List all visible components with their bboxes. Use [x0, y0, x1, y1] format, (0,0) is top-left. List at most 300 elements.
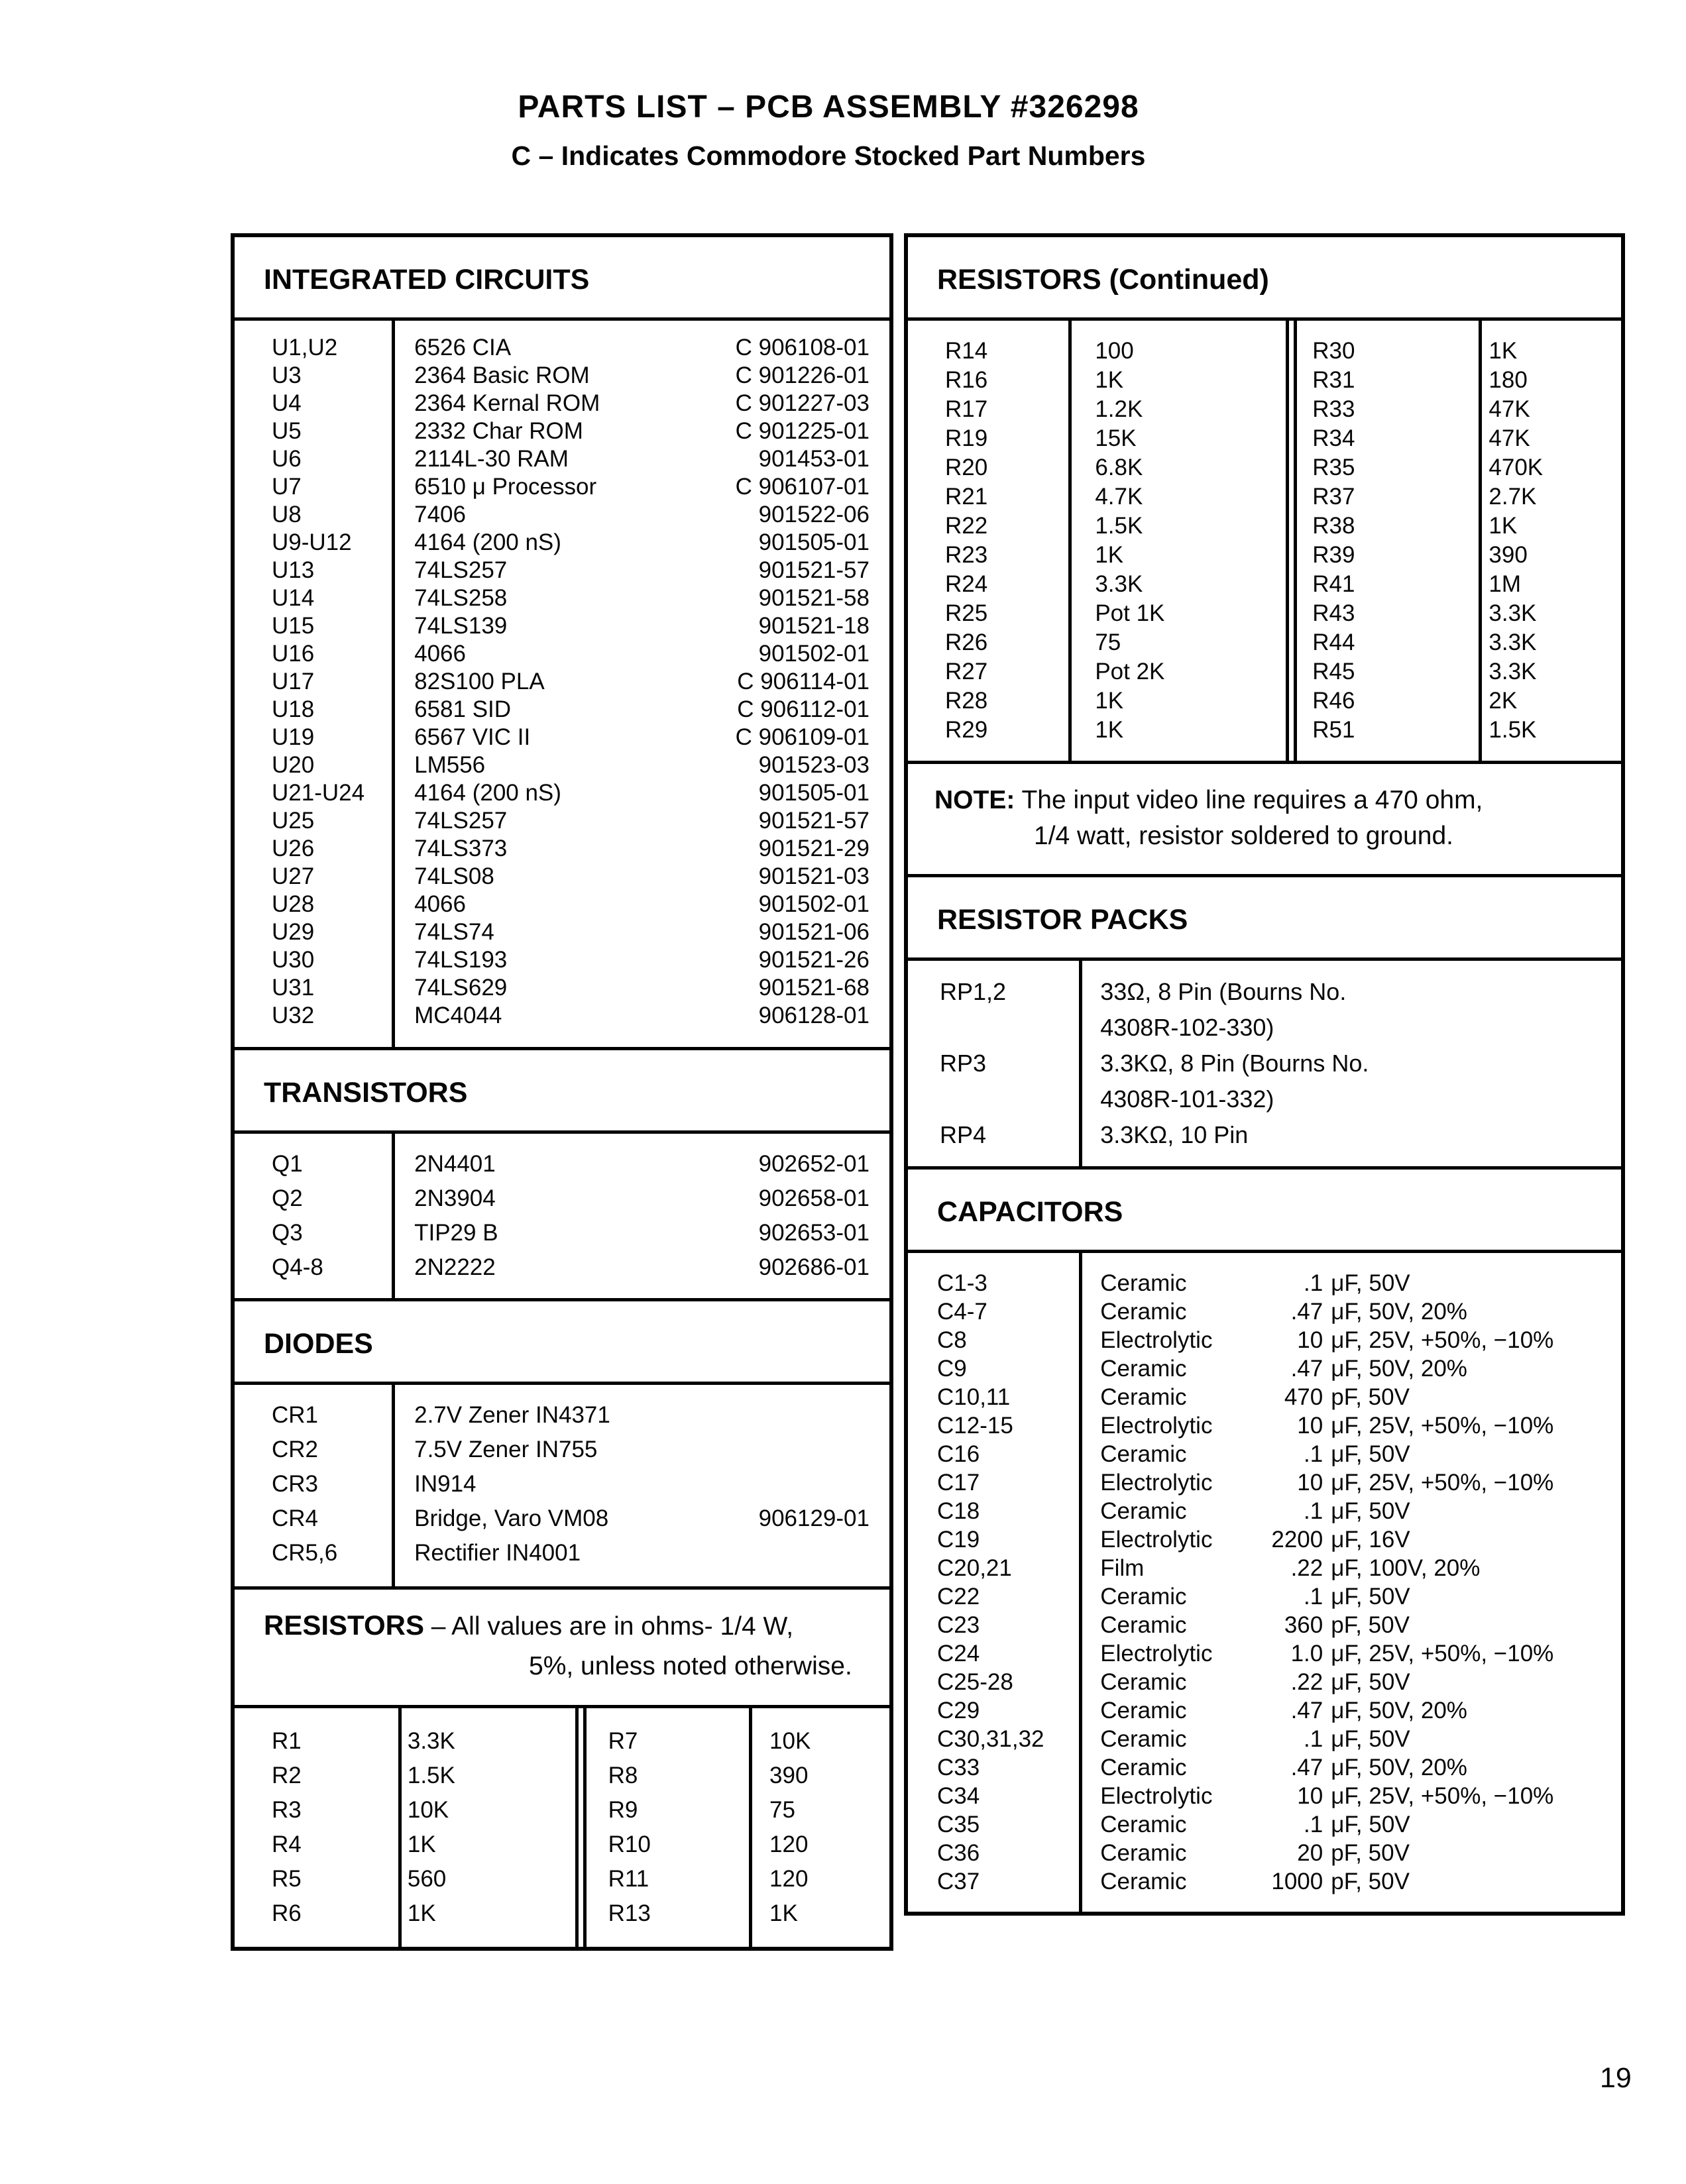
part-number-cell: C 906108-01 [735, 335, 870, 361]
value-cell: Pot 2K [1095, 659, 1165, 685]
table-row [1286, 512, 1621, 541]
ref-designator-cell: R31 [1312, 367, 1355, 394]
ref-designator-cell: C24 [937, 1641, 980, 1667]
ref-designator-cell: R34 [1312, 425, 1355, 452]
description-cell: 4066 [414, 641, 466, 667]
value-cell: 470K [1489, 455, 1544, 481]
ref-designator-cell: R21 [945, 484, 988, 510]
ref-designator-cell: C25-28 [937, 1669, 1013, 1696]
video-note-text: The input video line requires a 470 ohm, [1021, 786, 1483, 815]
ref-designator-cell: R27 [945, 659, 988, 685]
table-row [1286, 366, 1621, 395]
table-row [235, 445, 889, 473]
double-divider-line-a [1286, 321, 1289, 761]
capacitor-type-cell: Ceramic [1100, 1584, 1187, 1610]
value-cell: 120 [769, 1866, 809, 1892]
table-row [908, 1582, 1621, 1611]
ref-designator-cell: U7 [272, 474, 302, 500]
table-row [908, 512, 1286, 541]
capacitor-rating-cell: pF, 50V [1331, 1612, 1410, 1639]
ref-designator-cell: R5 [272, 1866, 302, 1892]
part-number-cell: C 906107-01 [735, 474, 870, 500]
table-row [908, 716, 1286, 745]
column-divider-line [392, 1385, 395, 1586]
ref-designator-cell: CR2 [272, 1437, 319, 1463]
ref-designator-cell: R39 [1312, 542, 1355, 569]
part-number-cell: 901521-03 [758, 863, 870, 890]
part-number-cell [870, 1467, 889, 1502]
table-row [908, 395, 1286, 424]
table-row [235, 696, 889, 724]
table-row [235, 1828, 582, 1862]
ref-designator-cell: U17 [272, 669, 315, 695]
table-row [1286, 657, 1621, 686]
value-cell: 1.5K [1095, 513, 1143, 539]
double-divider-line-a [575, 1708, 579, 1947]
ref-designator-cell: Q2 [272, 1185, 303, 1212]
capacitor-rating-cell: μF, 50V, 20% [1331, 1755, 1467, 1781]
value-cell: 3.3K [407, 1728, 455, 1755]
description-cell: 2364 Basic ROM [414, 362, 590, 389]
table-row [908, 657, 1286, 686]
ref-designator-cell: U4 [272, 390, 302, 417]
ref-designator-cell: U6 [272, 446, 302, 472]
value-cell: 6.8K [1095, 455, 1143, 481]
part-number-cell: 901521-29 [758, 836, 870, 862]
right-table [904, 233, 1625, 1916]
capacitor-type-cell: Ceramic [1100, 1299, 1187, 1325]
ref-designator-cell: C36 [937, 1840, 980, 1867]
ref-designator-cell: CR3 [272, 1471, 319, 1498]
table-row [908, 570, 1286, 599]
ref-designator-cell: U26 [272, 836, 315, 862]
ref-designator-cell: U18 [272, 696, 315, 723]
description-cell: IN914 [414, 1471, 477, 1498]
capacitor-type-cell: Ceramic [1100, 1498, 1187, 1525]
value-cell: 120 [769, 1831, 809, 1858]
part-number-cell: C 906112-01 [737, 696, 870, 723]
table-row [235, 974, 889, 1002]
value-cell: 2K [1489, 688, 1518, 714]
description-cell: 7.5V Zener IN755 [414, 1437, 598, 1463]
table-row [235, 918, 889, 946]
resistors-header-note: – All values are in ohms- 1/4 W, [431, 1612, 794, 1641]
table-row [235, 473, 889, 501]
capacitor-rating-cell: μF, 25V, +50%, −10% [1331, 1641, 1554, 1667]
table-row [908, 1297, 1621, 1326]
capacitor-type-cell: Electrolytic [1100, 1641, 1213, 1667]
description-cell: 4164 (200 nS) [414, 529, 561, 556]
video-note-line2: 1/4 watt, resistor soldered to ground. [1034, 822, 1454, 851]
capacitor-rating-cell: μF, 100V, 20% [1331, 1555, 1481, 1582]
ref-designator-cell: R37 [1312, 484, 1355, 510]
ref-designator-cell: R10 [608, 1831, 651, 1858]
description-cell: 74LS257 [414, 808, 508, 834]
capacitor-type-cell: Ceramic [1100, 1840, 1187, 1867]
part-number-cell: 906129-01 [758, 1505, 870, 1532]
resistors-header-line2: 5%, unless noted otherwise. [529, 1652, 852, 1681]
table-row [235, 501, 889, 529]
description-cell: 2N2222 [414, 1254, 496, 1281]
capacitor-value-cell: .22 [1290, 1669, 1323, 1696]
table-row [908, 1326, 1621, 1354]
part-number-cell: 901521-58 [758, 585, 870, 612]
ref-designator-cell: R4 [272, 1831, 302, 1858]
ref-designator-cell: CR4 [272, 1505, 319, 1532]
ref-designator-cell: C22 [937, 1584, 980, 1610]
section-header-resistor-packs: RESISTOR PACKS [908, 874, 1621, 961]
capacitor-value-cell: .47 [1290, 1698, 1323, 1724]
table-row [908, 599, 1286, 628]
part-number-cell: 901522-06 [758, 502, 870, 528]
description-cell: 74LS74 [414, 919, 494, 946]
ref-designator-cell: R41 [1312, 571, 1355, 598]
capacitor-value-cell: .47 [1290, 1755, 1323, 1781]
capacitor-rating-cell: μF, 25V, +50%, −10% [1331, 1413, 1554, 1439]
capacitor-value-cell: .22 [1290, 1555, 1323, 1582]
ref-designator-cell: C1-3 [937, 1270, 987, 1297]
value-cell: 2.7K [1489, 484, 1537, 510]
ref-designator-cell: U14 [272, 585, 315, 612]
ref-designator-cell: R25 [945, 600, 988, 627]
description-cell: 74LS373 [414, 836, 508, 862]
table-row [235, 1216, 889, 1250]
description-line1: 3.3KΩ, 10 Pin [1100, 1121, 1249, 1149]
capacitor-value-cell: .1 [1304, 1812, 1323, 1838]
description-cell: 6510 μ Processor [414, 474, 597, 500]
table-row [582, 1793, 889, 1828]
description-cell: 6581 SID [414, 696, 512, 723]
ref-designator-cell: R46 [1312, 688, 1355, 714]
ref-designator-cell: U5 [272, 418, 302, 445]
description-cell: 2N3904 [414, 1185, 496, 1212]
value-cell: 3.3K [1095, 571, 1143, 598]
table-row [235, 1793, 582, 1828]
capacitor-rating-cell: μF, 50V [1331, 1498, 1410, 1525]
ref-designator-cell: C4-7 [937, 1299, 987, 1325]
capacitor-type-cell: Ceramic [1100, 1384, 1187, 1411]
value-cell: 390 [1489, 542, 1528, 569]
description-line1: 3.3KΩ, 8 Pin (Bourns No. [1100, 1050, 1369, 1077]
table-row [235, 1398, 889, 1433]
capacitor-type-cell: Ceramic [1100, 1356, 1187, 1382]
ref-designator-cell: R26 [945, 629, 988, 656]
table-row [1286, 686, 1621, 716]
table-row [582, 1828, 889, 1862]
ref-designator-cell: R2 [272, 1763, 302, 1789]
value-cell: 1K [1095, 367, 1124, 394]
part-number-cell: C 906114-01 [737, 669, 870, 695]
description-cell: 7406 [414, 502, 466, 528]
part-number-cell: 901505-01 [758, 780, 870, 806]
capacitor-rating-cell: μF, 50V [1331, 1270, 1410, 1297]
capacitor-rating-cell: pF, 50V [1331, 1840, 1410, 1867]
ref-designator-cell: R9 [608, 1797, 638, 1824]
table-row [908, 1554, 1621, 1582]
capacitor-value-cell: .47 [1290, 1299, 1323, 1325]
column-divider-line [398, 1708, 402, 1947]
table-row [235, 891, 889, 918]
value-cell: 15K [1095, 425, 1137, 452]
capacitor-value-cell: .1 [1304, 1498, 1323, 1525]
table-row [582, 1862, 889, 1896]
ref-designator-cell: U31 [272, 975, 315, 1001]
capacitor-rating-cell: μF, 25V, +50%, −10% [1331, 1327, 1554, 1354]
table-row [908, 1046, 1621, 1117]
ref-designator-cell: U20 [272, 752, 315, 779]
description-cell: 4164 (200 nS) [414, 780, 561, 806]
ref-designator-cell: C17 [937, 1470, 980, 1496]
capacitor-rating-cell: μF, 50V [1331, 1669, 1410, 1696]
section-header-diodes: DIODES [235, 1298, 889, 1385]
table-row [1286, 716, 1621, 745]
ref-designator-cell: C35 [937, 1812, 980, 1838]
capacitor-rating-cell: μF, 25V, +50%, −10% [1331, 1470, 1554, 1496]
description-cell: 2114L-30 RAM [414, 446, 569, 472]
ref-designator-cell: R38 [1312, 513, 1355, 539]
ref-designator-cell: R45 [1312, 659, 1355, 685]
capacitor-rating-cell: μF, 50V, 20% [1331, 1356, 1467, 1382]
ref-designator-cell: U13 [272, 557, 315, 584]
column-divider-line [392, 1134, 395, 1298]
value-cell: 1K [1489, 338, 1518, 364]
table-row [908, 1696, 1621, 1725]
capacitor-value-cell: .1 [1304, 1441, 1323, 1468]
diodes-table [235, 1385, 889, 1586]
table-row [235, 863, 889, 891]
capacitor-type-cell: Ceramic [1100, 1755, 1187, 1781]
table-row [235, 612, 889, 640]
part-number-cell: 902652-01 [758, 1151, 870, 1177]
ref-designator-cell: R29 [945, 717, 988, 743]
part-number-cell: C 901227-03 [735, 390, 870, 417]
value-cell: 1.5K [1489, 717, 1537, 743]
column-divider-line [1079, 961, 1082, 1166]
table-row [235, 779, 889, 807]
ref-designator-cell: C37 [937, 1869, 980, 1895]
table-row [235, 362, 889, 390]
ref-designator-cell: C23 [937, 1612, 980, 1639]
table-row [235, 1862, 582, 1896]
part-number-cell: 906128-01 [758, 1003, 870, 1029]
value-cell: 3.3K [1489, 629, 1537, 656]
resistors-table [235, 1705, 889, 1947]
table-row [908, 628, 1286, 657]
ref-designator-cell: R16 [945, 367, 988, 394]
capacitor-rating-cell: pF, 50V [1331, 1869, 1410, 1895]
ref-designator-cell: U21-U24 [272, 780, 365, 806]
column-divider-line [749, 1708, 752, 1947]
table-row [235, 1724, 582, 1759]
capacitor-type-cell: Electrolytic [1100, 1413, 1213, 1439]
ref-designator-cell: U16 [272, 641, 315, 667]
value-cell: 3.3K [1489, 600, 1537, 627]
ref-designator-cell: R24 [945, 571, 988, 598]
ref-designator-cell: C12-15 [937, 1413, 1013, 1439]
ref-designator-cell: U25 [272, 808, 315, 834]
part-number-cell: 901521-68 [758, 975, 870, 1001]
part-number-cell: 901521-26 [758, 947, 870, 973]
ref-designator-cell: R13 [608, 1900, 651, 1927]
video-note-label: NOTE: [934, 786, 1015, 815]
description-cell: 74LS257 [414, 557, 508, 584]
ref-designator-cell: R35 [1312, 455, 1355, 481]
capacitor-value-cell: 10 [1297, 1783, 1323, 1810]
value-cell: 75 [769, 1797, 795, 1824]
ref-designator-cell: U30 [272, 947, 315, 973]
table-row [1286, 482, 1621, 512]
table-row [908, 1497, 1621, 1525]
part-number-cell: 901505-01 [758, 529, 870, 556]
table-row [235, 584, 889, 612]
table-columns [231, 233, 1625, 1951]
ref-designator-cell: U15 [272, 613, 315, 639]
resistors-header-label: RESISTORS [264, 1610, 424, 1641]
table-row [235, 390, 889, 417]
value-cell: 47K [1489, 396, 1530, 423]
part-number-cell [870, 1398, 889, 1433]
capacitor-type-cell: Ceramic [1100, 1270, 1187, 1297]
capacitor-rating-cell: μF, 50V, 20% [1331, 1698, 1467, 1724]
double-divider-line-b [583, 1708, 587, 1947]
capacitor-rating-cell: μF, 25V, +50%, −10% [1331, 1783, 1554, 1810]
table-row [908, 1839, 1621, 1867]
ref-designator-cell: C18 [937, 1498, 980, 1525]
description-cell: 2364 Kernal ROM [414, 390, 600, 417]
value-cell: 1.2K [1095, 396, 1143, 423]
part-number-cell: 901521-57 [758, 808, 870, 834]
capacitor-value-cell: 470 [1284, 1384, 1323, 1411]
part-number-cell: 902686-01 [758, 1254, 870, 1281]
table-row [235, 334, 889, 362]
ref-designator-cell: U28 [272, 891, 315, 918]
ref-designator-cell: R11 [608, 1866, 649, 1892]
table-row [1286, 628, 1621, 657]
integrated-circuits-table [235, 321, 889, 1047]
table-row [908, 1383, 1621, 1411]
video-note-line1 [934, 783, 1605, 818]
ref-designator-cell: R19 [945, 425, 988, 452]
column-divider-line [392, 321, 395, 1047]
ref-designator-cell: U3 [272, 362, 302, 389]
value-cell: 1M [1489, 571, 1522, 598]
description-cell: Rectifier IN4001 [414, 1540, 581, 1566]
section-header-transistors: TRANSISTORS [235, 1047, 889, 1134]
table-row [235, 835, 889, 863]
ref-designator-cell: Q1 [272, 1151, 303, 1177]
column-divider-line [1479, 321, 1482, 761]
table-row [908, 1639, 1621, 1668]
table-row [235, 1896, 582, 1931]
ref-designator-cell: R23 [945, 542, 988, 569]
section-header-capacitors: CAPACITORS [908, 1166, 1621, 1253]
table-row [1286, 424, 1621, 453]
table-row [235, 1147, 889, 1181]
column-divider-line [1068, 321, 1072, 761]
ref-designator-cell: U9-U12 [272, 529, 352, 556]
transistors-table [235, 1134, 889, 1298]
capacitor-type-cell: Ceramic [1100, 1612, 1187, 1639]
table-row [235, 946, 889, 974]
capacitor-value-cell: .47 [1290, 1356, 1323, 1382]
capacitor-value-cell: 10 [1297, 1470, 1323, 1496]
double-divider-line-b [1294, 321, 1297, 761]
ref-designator-cell: U27 [272, 863, 315, 890]
table-row [908, 1269, 1621, 1297]
table-row [908, 686, 1286, 716]
table-row [908, 1725, 1621, 1753]
page-subtitle: C – Indicates Commodore Stocked Part Numbers [511, 140, 1146, 171]
value-cell: 10K [769, 1728, 811, 1755]
part-number-cell: 901521-18 [758, 613, 870, 639]
table-row [235, 1502, 889, 1536]
ref-designator-cell: U29 [272, 919, 315, 946]
ref-designator-cell: R3 [272, 1797, 302, 1824]
value-cell: 1.5K [407, 1763, 455, 1789]
part-number-cell [870, 1536, 889, 1570]
ref-designator-cell: U32 [272, 1003, 315, 1029]
part-number-cell: 902658-01 [758, 1185, 870, 1212]
capacitor-type-cell: Electrolytic [1100, 1783, 1213, 1810]
table-row [908, 424, 1286, 453]
value-cell: 1K [1095, 717, 1124, 743]
table-row [235, 417, 889, 445]
description-cell: 74LS629 [414, 975, 508, 1001]
ref-designator-cell: Q4-8 [272, 1254, 323, 1281]
value-cell: 1K [407, 1900, 436, 1927]
description-cell: 4066 [414, 891, 466, 918]
ref-designator-cell: C16 [937, 1441, 980, 1468]
value-cell: 3.3K [1489, 659, 1537, 685]
value-cell: 47K [1489, 425, 1530, 452]
ref-designator-cell: R20 [945, 455, 988, 481]
capacitor-rating-cell: μF, 50V [1331, 1441, 1410, 1468]
description-cell [1079, 974, 1621, 1046]
ref-designator-cell: C33 [937, 1755, 980, 1781]
ref-designator-cell: R8 [608, 1763, 638, 1789]
capacitor-value-cell: 1.0 [1290, 1641, 1323, 1667]
description-cell: LM556 [414, 752, 486, 779]
table-row [908, 453, 1286, 482]
table-row [908, 482, 1286, 512]
table-row [908, 541, 1286, 570]
resistors-continued-table [908, 321, 1621, 761]
ref-designator-cell: C8 [937, 1327, 967, 1354]
ref-designator-cell: C30,31,32 [937, 1726, 1044, 1753]
ref-designator-cell: R7 [608, 1728, 638, 1755]
value-cell: 1K [769, 1900, 798, 1927]
description-cell: TIP29 B [414, 1220, 498, 1246]
table-row [1286, 541, 1621, 570]
value-cell: 1K [1489, 513, 1518, 539]
section-header-resistors [235, 1586, 889, 1705]
capacitor-type-cell: Electrolytic [1100, 1470, 1213, 1496]
value-cell: 390 [769, 1763, 809, 1789]
description-line2: 4308R-101-332) [1100, 1085, 1274, 1113]
capacitor-rating-cell: μF, 50V [1331, 1726, 1410, 1753]
table-row [908, 1753, 1621, 1782]
table-row [908, 1411, 1621, 1440]
table-row [908, 1668, 1621, 1696]
capacitor-value-cell: 360 [1284, 1612, 1323, 1639]
value-cell: 1K [407, 1831, 436, 1858]
table-row [235, 668, 889, 696]
ref-designator-cell: R14 [945, 338, 988, 364]
table-row [908, 1810, 1621, 1839]
ref-designator-cell: R22 [945, 513, 988, 539]
capacitor-rating-cell: μF, 50V, 20% [1331, 1299, 1467, 1325]
part-number-cell: 901521-57 [758, 557, 870, 584]
